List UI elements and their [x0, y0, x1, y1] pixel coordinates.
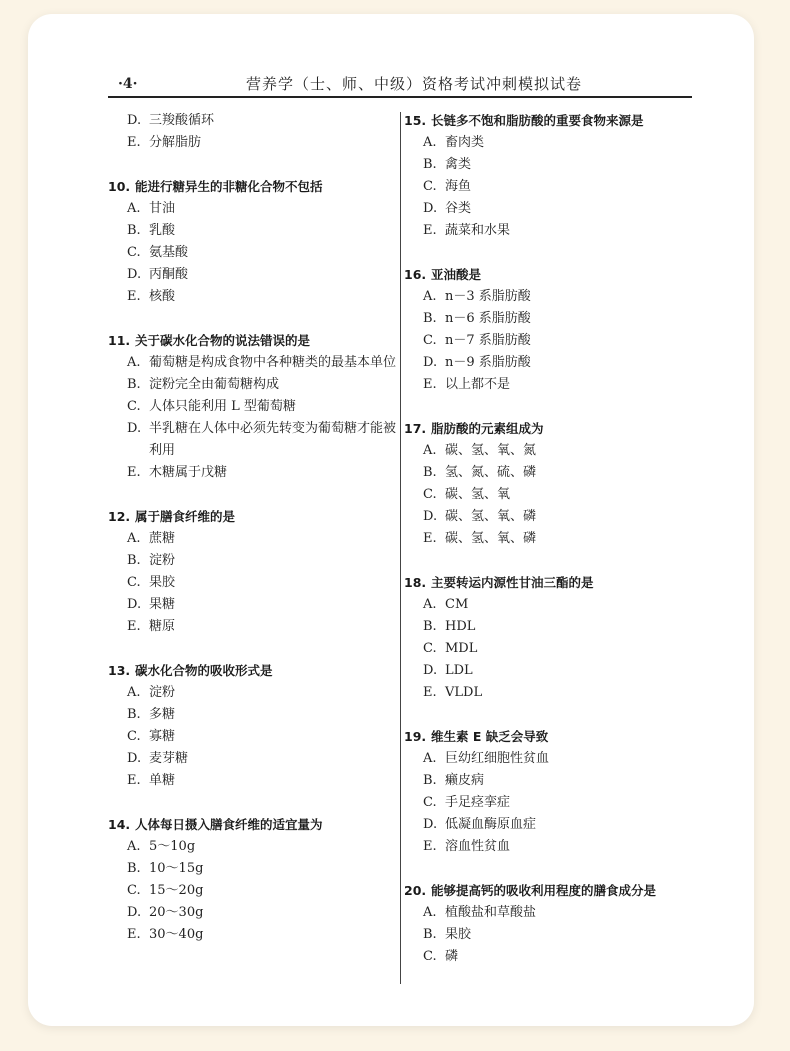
continued-question	[108, 110, 398, 154]
option	[404, 528, 696, 550]
option	[108, 726, 398, 748]
option-letter: D.	[423, 817, 438, 832]
option-letter: D.	[423, 663, 438, 678]
option-letter: D.	[127, 597, 142, 612]
question-text: 维生素 E 缺乏会导致	[431, 729, 549, 744]
option-text: 海鱼	[445, 179, 472, 194]
question-heading	[108, 814, 398, 836]
question	[108, 176, 398, 308]
page-header	[108, 74, 692, 98]
question	[404, 880, 696, 968]
option	[108, 748, 398, 770]
question-text: 长链多不饱和脂肪酸的重要食物来源是	[431, 113, 644, 128]
question	[404, 726, 696, 858]
question	[108, 330, 398, 484]
option	[108, 242, 398, 264]
option-letter: C.	[423, 333, 437, 348]
option	[108, 198, 398, 220]
option	[404, 198, 696, 220]
option	[108, 528, 398, 550]
option-text: 乳酸	[149, 223, 176, 238]
option	[108, 682, 398, 704]
option-letter: C.	[423, 795, 437, 810]
question-text: 亚油酸是	[431, 267, 482, 282]
option-text: n－3 系脂肪酸	[445, 289, 531, 304]
option-text: 畜肉类	[445, 135, 485, 150]
option-letter: C.	[127, 399, 141, 414]
option-letter: B.	[127, 223, 141, 238]
option-text: 巨幼红细胞性贫血	[445, 751, 550, 766]
question-spacer	[404, 858, 696, 880]
option-letter: D.	[127, 267, 142, 282]
question-spacer	[108, 154, 398, 176]
option	[404, 924, 696, 946]
option-text: 单糖	[149, 773, 176, 788]
option-letter: A.	[423, 443, 437, 458]
book-title: 营养学（士、师、中级）资格考试冲刺模拟试卷	[246, 75, 583, 93]
option	[404, 440, 696, 462]
option	[404, 132, 696, 154]
question	[404, 110, 696, 242]
option-text: 丙酮酸	[149, 267, 189, 282]
option-letter: B.	[423, 465, 437, 480]
option	[404, 814, 696, 836]
option-text: 核酸	[149, 289, 176, 304]
question-number: 12.	[108, 509, 131, 524]
question-heading	[404, 572, 696, 594]
option	[404, 616, 696, 638]
question-number: 14.	[108, 817, 131, 832]
option-text: 麦芽糖	[149, 751, 189, 766]
question-text: 属于膳食纤维的是	[135, 509, 236, 524]
question-text: 能够提高钙的吸收利用程度的膳食成分是	[431, 883, 657, 898]
question-number: 11.	[108, 333, 131, 348]
option	[108, 858, 398, 880]
question-number: 13.	[108, 663, 131, 678]
option	[404, 286, 696, 308]
question-heading	[404, 880, 696, 902]
question	[108, 814, 398, 946]
option-text: 葡萄糖是构成食物中各种糖类的最基本单位	[149, 355, 397, 370]
right-column	[404, 110, 696, 968]
option-letter: A.	[127, 839, 141, 854]
option-text: 磷	[445, 949, 459, 964]
option	[108, 880, 398, 902]
option-text: 15～20g	[149, 883, 204, 898]
question-text: 主要转运内源性甘油三酯的是	[431, 575, 594, 590]
option-text: n－6 系脂肪酸	[445, 311, 531, 326]
question-spacer	[404, 242, 696, 264]
option-text: 寡糖	[149, 729, 176, 744]
question-text: 脂肪酸的元素组成为	[431, 421, 544, 436]
question-spacer	[108, 638, 398, 660]
option	[404, 594, 696, 616]
option	[404, 836, 696, 858]
option-text: 手足痉挛症	[445, 795, 511, 810]
question-spacer	[404, 396, 696, 418]
option-text: 甘油	[149, 201, 176, 216]
option-text: 禽类	[445, 157, 472, 172]
question-spacer	[404, 704, 696, 726]
question-heading	[108, 660, 398, 682]
question-number: 10.	[108, 179, 131, 194]
option-text: 碳、氢、氧、氮	[445, 443, 537, 458]
option	[108, 220, 398, 242]
option-text: 10～15g	[149, 861, 204, 876]
option-letter: E.	[127, 135, 141, 150]
option-letter: B.	[423, 927, 437, 942]
option	[108, 462, 398, 484]
option-letter: E.	[423, 531, 437, 546]
option-text: 果胶	[149, 575, 176, 590]
option	[404, 902, 696, 924]
option-text: 20～30g	[149, 905, 204, 920]
option-text: 糖原	[149, 619, 176, 634]
question	[404, 264, 696, 396]
option-letter: B.	[423, 773, 437, 788]
option-text: n－9 系脂肪酸	[445, 355, 531, 370]
option-letter: C.	[127, 729, 141, 744]
option-letter: A.	[127, 685, 141, 700]
option-text: 人体只能利用 L 型葡萄糖	[149, 399, 296, 414]
question-heading	[404, 726, 696, 748]
option-text: 蔬菜和水果	[445, 223, 511, 238]
option	[108, 616, 398, 638]
question-text: 关于碳水化合物的说法错误的是	[135, 333, 311, 348]
option-letter: E.	[127, 619, 141, 634]
question-heading	[404, 418, 696, 440]
option-letter: B.	[127, 377, 141, 392]
question-spacer	[108, 792, 398, 814]
option-text: 淀粉	[149, 685, 176, 700]
option-text: 低凝血酶原血症	[445, 817, 537, 832]
option	[404, 330, 696, 352]
option-letter: B.	[423, 619, 437, 634]
question-text: 碳水化合物的吸收形式是	[135, 663, 273, 678]
option-letter: A.	[127, 531, 141, 546]
option	[108, 704, 398, 726]
option	[404, 462, 696, 484]
option	[404, 220, 696, 242]
option-letter: E.	[127, 773, 141, 788]
option-letter: C.	[423, 179, 437, 194]
question-heading	[404, 264, 696, 286]
option-text: 癞皮病	[445, 773, 485, 788]
option-text: n－7 系脂肪酸	[445, 333, 531, 348]
option-letter: E.	[127, 289, 141, 304]
option-letter: A.	[127, 355, 141, 370]
option-letter: D.	[127, 751, 142, 766]
option	[404, 638, 696, 660]
option-letter: E.	[127, 927, 141, 942]
option-letter: D.	[127, 421, 142, 436]
option-letter: C.	[423, 949, 437, 964]
option	[108, 418, 398, 462]
option-text: 淀粉完全由葡萄糖构成	[149, 377, 280, 392]
option-letter: E.	[423, 685, 437, 700]
question-number: 15.	[404, 113, 427, 128]
option	[108, 572, 398, 594]
left-question-list	[108, 154, 398, 946]
option-letter: E.	[423, 377, 437, 392]
option-letter: B.	[127, 861, 141, 876]
option-text: CM	[445, 597, 469, 612]
question-text: 能进行糖异生的非糖化合物不包括	[135, 179, 323, 194]
question-spacer	[404, 550, 696, 572]
option	[108, 550, 398, 572]
option-text: VLDL	[445, 685, 483, 700]
option	[108, 352, 398, 374]
option	[404, 506, 696, 528]
option-text: 碳、氢、氧、磷	[445, 509, 537, 524]
option-letter: A.	[423, 289, 437, 304]
question-text: 人体每日摄入膳食纤维的适宜量为	[135, 817, 323, 832]
option-letter: A.	[423, 751, 437, 766]
option-text: 5～10g	[149, 839, 196, 854]
option-text: 果糖	[149, 597, 176, 612]
question-heading	[108, 176, 398, 198]
question-number: 20.	[404, 883, 427, 898]
question	[108, 660, 398, 792]
option	[404, 308, 696, 330]
question-heading	[404, 110, 696, 132]
option-text: 半乳糖在人体中必须先转变为葡萄糖才能被利用	[149, 421, 397, 458]
option	[108, 594, 398, 616]
option	[404, 176, 696, 198]
question-number: 16.	[404, 267, 427, 282]
question	[404, 572, 696, 704]
option	[404, 748, 696, 770]
option-letter: C.	[423, 487, 437, 502]
option	[404, 484, 696, 506]
option-letter: E.	[127, 465, 141, 480]
option-letter: C.	[127, 883, 141, 898]
option-text: 植酸盐和草酸盐	[445, 905, 537, 920]
option-text: 三羧酸循环	[149, 113, 215, 128]
option	[108, 374, 398, 396]
option-text: MDL	[445, 641, 478, 656]
option-text: 30～40g	[149, 927, 204, 942]
option-letter: B.	[423, 311, 437, 326]
option	[108, 902, 398, 924]
option-text: 碳、氢、氧	[445, 487, 511, 502]
option	[108, 110, 398, 132]
option-text: 多糖	[149, 707, 176, 722]
option	[108, 396, 398, 418]
option-letter: C.	[127, 245, 141, 260]
option	[108, 924, 398, 946]
question-number: 18.	[404, 575, 427, 590]
option-text: 木糖属于戊糖	[149, 465, 228, 480]
option-letter: E.	[423, 223, 437, 238]
option	[108, 264, 398, 286]
option-letter: A.	[423, 905, 437, 920]
option-text: 分解脂肪	[149, 135, 202, 150]
option	[404, 946, 696, 968]
option-letter: A.	[423, 135, 437, 150]
option-text: 以上都不是	[445, 377, 511, 392]
question-number: 17.	[404, 421, 427, 436]
question-spacer	[108, 484, 398, 506]
page-number: ·4·	[118, 76, 138, 92]
option-letter: B.	[127, 553, 141, 568]
option	[404, 770, 696, 792]
question	[404, 418, 696, 550]
option-letter: D.	[127, 905, 142, 920]
option-text: 氢、氮、硫、磷	[445, 465, 537, 480]
option-text: 碳、氢、氧、磷	[445, 531, 537, 546]
option-letter: A.	[423, 597, 437, 612]
option-text: 溶血性贫血	[445, 839, 511, 854]
option-letter: C.	[423, 641, 437, 656]
option	[108, 770, 398, 792]
option	[404, 374, 696, 396]
option-letter: B.	[423, 157, 437, 172]
option-text: LDL	[445, 663, 473, 678]
option	[404, 682, 696, 704]
option	[404, 792, 696, 814]
option-text: 果胶	[445, 927, 472, 942]
option-letter: A.	[127, 201, 141, 216]
option-letter: D.	[423, 355, 438, 370]
column-divider	[400, 112, 401, 984]
option	[108, 286, 398, 308]
option	[108, 836, 398, 858]
option-text: 淀粉	[149, 553, 176, 568]
option-text: 蔗糖	[149, 531, 176, 546]
question-heading	[108, 506, 398, 528]
option-letter: D.	[423, 509, 438, 524]
option	[404, 352, 696, 374]
option-letter: C.	[127, 575, 141, 590]
option-letter: B.	[127, 707, 141, 722]
question-spacer	[108, 308, 398, 330]
option-letter: E.	[423, 839, 437, 854]
option-text: 氨基酸	[149, 245, 189, 260]
option-letter: D.	[127, 113, 142, 128]
option-text: 谷类	[445, 201, 472, 216]
question-heading	[108, 330, 398, 352]
option	[404, 154, 696, 176]
option-letter: D.	[423, 201, 438, 216]
option-text: HDL	[445, 619, 476, 634]
question-number: 19.	[404, 729, 427, 744]
right-question-list	[404, 110, 696, 968]
left-column	[108, 110, 398, 946]
question	[108, 506, 398, 638]
option	[108, 132, 398, 154]
option	[404, 660, 696, 682]
